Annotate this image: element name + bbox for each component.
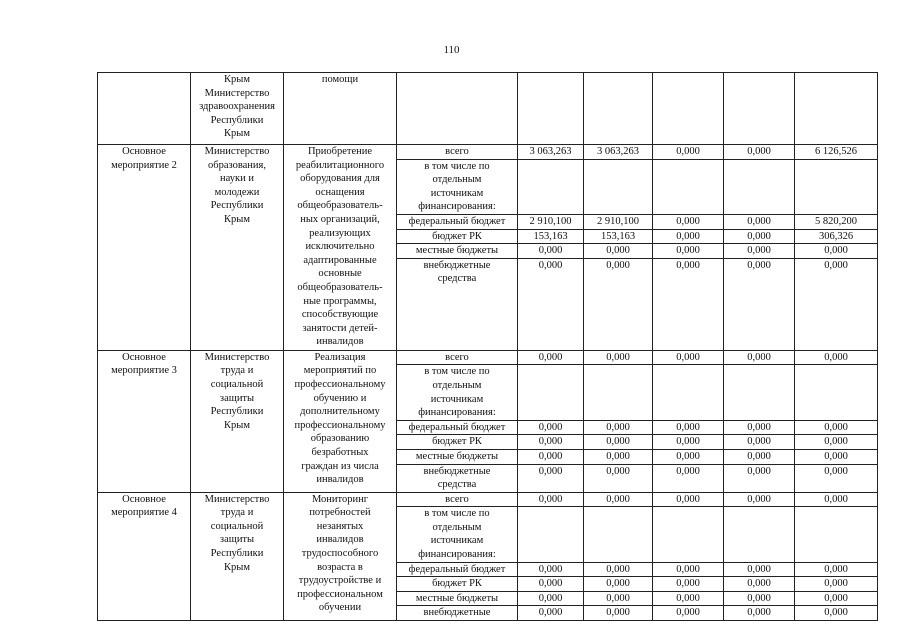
value-cell (724, 365, 795, 420)
value-cell: 0,000 (795, 464, 878, 492)
value-cell: 0,000 (653, 435, 724, 450)
executor-cell: Министерство труда и социальной защиты Республики Крым (191, 492, 284, 620)
value-cell (518, 73, 584, 145)
value-cell (795, 365, 878, 420)
value-cell (724, 73, 795, 145)
value-cell: 0,000 (518, 577, 584, 592)
table-body (98, 73, 878, 621)
funding-source-cell: федеральный бюджет (397, 562, 518, 577)
value-cell: 0,000 (795, 606, 878, 621)
value-cell: 306,326 (795, 229, 878, 244)
value-cell (653, 507, 724, 562)
funding-table (97, 72, 878, 621)
value-cell (653, 159, 724, 214)
value-cell: 153,163 (518, 229, 584, 244)
value-cell: 0,000 (795, 562, 878, 577)
value-cell (584, 159, 653, 214)
value-cell: 0,000 (724, 214, 795, 229)
value-cell (795, 159, 878, 214)
executor-cell: Министерство образования, науки и молодежи Республики Крым (191, 145, 284, 351)
measure-id-cell: Основное мероприятие 2 (98, 145, 191, 351)
measure-name-cell: помощи (284, 73, 397, 145)
value-cell: 0,000 (518, 492, 584, 507)
measure-name-cell: Мониторинг потребностей незанятых инвалидов трудоспособного возраста в трудоустройстве и профессиональном обучении (284, 492, 397, 620)
value-cell: 3 063,263 (518, 145, 584, 160)
measure-id-cell (98, 73, 191, 145)
table-row (98, 492, 878, 507)
value-cell (653, 365, 724, 420)
value-cell: 0,000 (518, 244, 584, 259)
value-cell: 0,000 (653, 229, 724, 244)
value-cell: 0,000 (518, 350, 584, 365)
value-cell: 0,000 (518, 420, 584, 435)
value-cell: 0,000 (653, 145, 724, 160)
value-cell: 3 063,263 (584, 145, 653, 160)
measure-id-cell: Основное мероприятие 4 (98, 492, 191, 620)
value-cell: 0,000 (584, 420, 653, 435)
value-cell: 0,000 (653, 492, 724, 507)
value-cell: 0,000 (795, 258, 878, 350)
value-cell (518, 365, 584, 420)
funding-source-cell: в том числе по отдельным источникам финансирования: (397, 507, 518, 562)
funding-source-cell: внебюджетные средства (397, 464, 518, 492)
funding-source-cell: внебюджетные средства (397, 258, 518, 350)
value-cell: 0,000 (653, 258, 724, 350)
value-cell: 0,000 (795, 492, 878, 507)
funding-source-cell: местные бюджеты (397, 244, 518, 259)
funding-source-cell: бюджет РК (397, 229, 518, 244)
value-cell: 0,000 (795, 244, 878, 259)
value-cell: 0,000 (653, 562, 724, 577)
page-number: 110 (443, 44, 460, 56)
funding-source-cell: федеральный бюджет (397, 420, 518, 435)
funding-source-cell: местные бюджеты (397, 449, 518, 464)
value-cell: 6 126,526 (795, 145, 878, 160)
value-cell: 0,000 (653, 577, 724, 592)
funding-source-cell: внебюджетные (397, 606, 518, 621)
value-cell: 0,000 (653, 214, 724, 229)
value-cell: 0,000 (795, 449, 878, 464)
value-cell: 0,000 (724, 258, 795, 350)
value-cell: 0,000 (724, 492, 795, 507)
value-cell: 0,000 (724, 606, 795, 621)
value-cell (584, 365, 653, 420)
funding-source-cell: бюджет РК (397, 435, 518, 450)
value-cell: 0,000 (653, 449, 724, 464)
executor-cell: Министерство труда и социальной защиты Республики Крым (191, 350, 284, 492)
value-cell: 0,000 (724, 229, 795, 244)
value-cell: 0,000 (653, 350, 724, 365)
value-cell: 0,000 (518, 464, 584, 492)
measure-id-cell: Основное мероприятие 3 (98, 350, 191, 492)
value-cell: 0,000 (518, 435, 584, 450)
value-cell: 0,000 (584, 606, 653, 621)
value-cell: 0,000 (584, 258, 653, 350)
value-cell (724, 507, 795, 562)
value-cell: 0,000 (584, 562, 653, 577)
value-cell: 0,000 (584, 591, 653, 606)
value-cell (518, 507, 584, 562)
value-cell (724, 159, 795, 214)
funding-source-cell: всего (397, 350, 518, 365)
table-row (98, 145, 878, 160)
value-cell: 0,000 (724, 145, 795, 160)
value-cell: 2 910,100 (518, 214, 584, 229)
value-cell: 0,000 (724, 244, 795, 259)
value-cell: 0,000 (795, 435, 878, 450)
value-cell: 0,000 (584, 244, 653, 259)
funding-source-cell: бюджет РК (397, 577, 518, 592)
value-cell: 0,000 (653, 591, 724, 606)
value-cell: 2 910,100 (584, 214, 653, 229)
value-cell: 5 820,200 (795, 214, 878, 229)
value-cell: 0,000 (518, 606, 584, 621)
value-cell: 0,000 (518, 591, 584, 606)
funding-source-cell: всего (397, 145, 518, 160)
value-cell: 0,000 (518, 562, 584, 577)
value-cell: 0,000 (653, 464, 724, 492)
value-cell: 0,000 (584, 435, 653, 450)
funding-source-cell: в том числе по отдельным источникам финансирования: (397, 159, 518, 214)
value-cell: 0,000 (724, 350, 795, 365)
value-cell: 0,000 (653, 606, 724, 621)
funding-source-cell (397, 73, 518, 145)
funding-source-cell: местные бюджеты (397, 591, 518, 606)
value-cell: 153,163 (584, 229, 653, 244)
value-cell: 0,000 (724, 464, 795, 492)
value-cell (795, 507, 878, 562)
value-cell: 0,000 (724, 591, 795, 606)
value-cell: 0,000 (584, 492, 653, 507)
value-cell: 0,000 (724, 562, 795, 577)
funding-source-cell: в том числе по отдельным источникам финансирования: (397, 365, 518, 420)
value-cell: 0,000 (795, 350, 878, 365)
value-cell: 0,000 (724, 449, 795, 464)
measure-name-cell: Приобретение реабилитационного оборудования для оснащения общеобразователь- ных организаций, реализующих исключительно адаптированные основные общеобразователь- ные программы, способствующие занятости детей- инвалидов (284, 145, 397, 351)
funding-source-cell: федеральный бюджет (397, 214, 518, 229)
value-cell: 0,000 (584, 350, 653, 365)
value-cell (584, 73, 653, 145)
table-row (98, 350, 878, 365)
value-cell (653, 73, 724, 145)
table-row (98, 73, 878, 145)
measure-name-cell: Реализация мероприятий по профессиональному обучению и дополнительному профессиональному образованию безработных граждан из числа инвалидов (284, 350, 397, 492)
value-cell: 0,000 (584, 449, 653, 464)
value-cell: 0,000 (724, 420, 795, 435)
value-cell: 0,000 (584, 577, 653, 592)
value-cell: 0,000 (584, 464, 653, 492)
value-cell: 0,000 (724, 577, 795, 592)
value-cell (584, 507, 653, 562)
value-cell (795, 73, 878, 145)
value-cell: 0,000 (795, 577, 878, 592)
value-cell: 0,000 (724, 435, 795, 450)
value-cell: 0,000 (795, 591, 878, 606)
value-cell: 0,000 (653, 420, 724, 435)
value-cell (518, 159, 584, 214)
funding-source-cell: всего (397, 492, 518, 507)
value-cell: 0,000 (653, 244, 724, 259)
executor-cell: Крым Министерство здравоохранения Республики Крым (191, 73, 284, 145)
value-cell: 0,000 (518, 449, 584, 464)
value-cell: 0,000 (518, 258, 584, 350)
value-cell: 0,000 (795, 420, 878, 435)
